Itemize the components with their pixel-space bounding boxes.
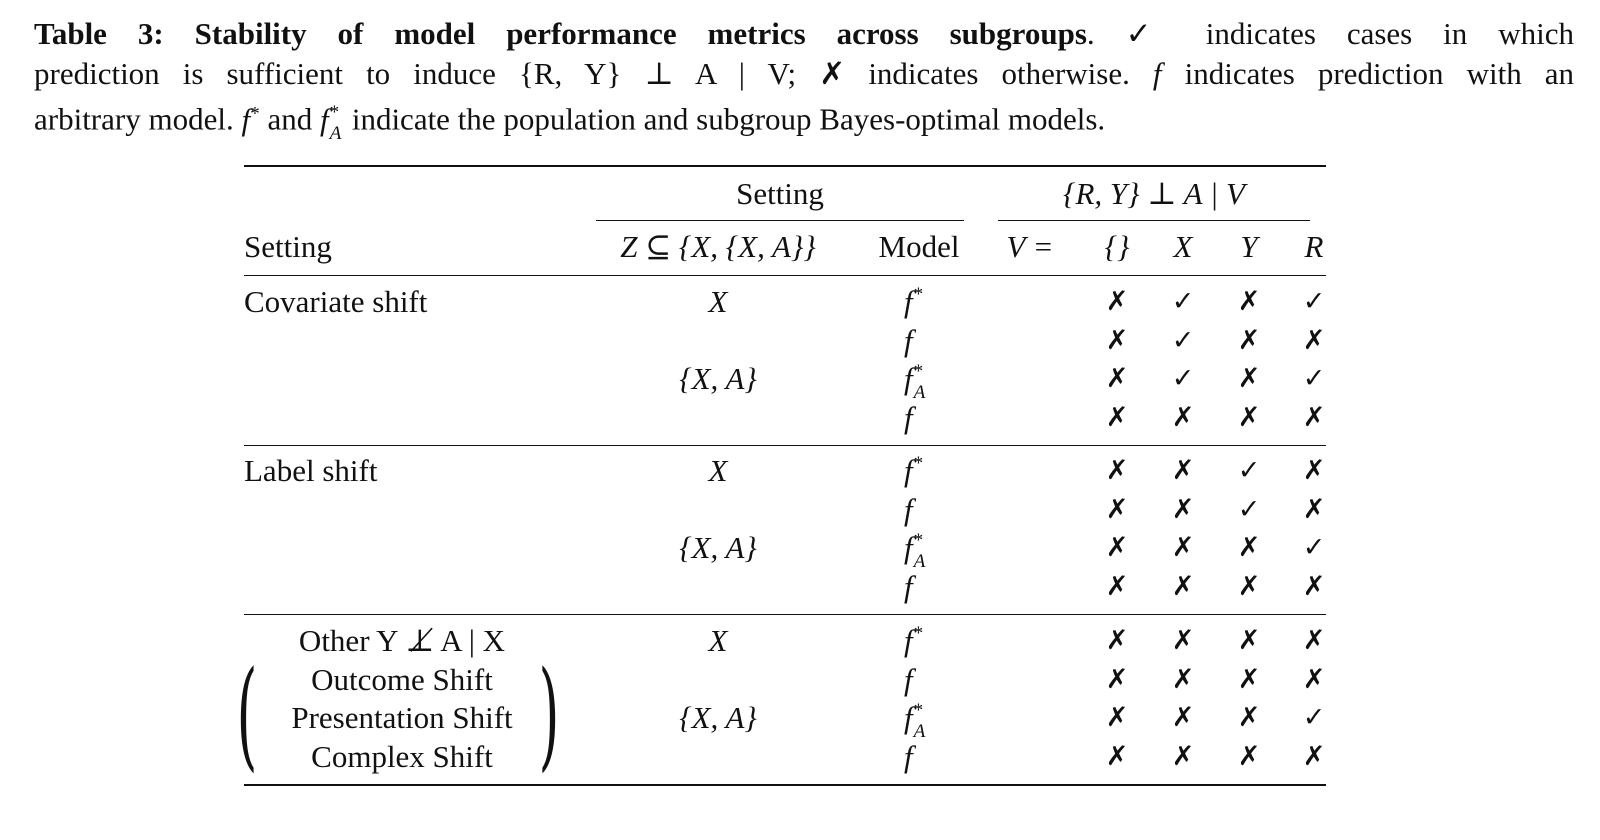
model-cell: f [904,568,913,604]
cross-mark-icon: ✗ [1237,286,1261,317]
check-mark-icon: ✓ [1302,702,1326,733]
cross-mark-icon: ✗ [1302,570,1326,602]
check-mark-icon: ✓ [1302,532,1326,563]
cross-mark-icon: ✗ [1105,625,1129,656]
cross-mark-icon: ✗ [1171,401,1195,433]
cross-mark-legend-icon: ✗ [819,56,846,92]
cross-mark-icon: ✗ [1302,455,1326,486]
group-subline: Outcome Shift [311,661,493,697]
group-subline: Complex Shift [311,738,493,774]
cross-mark-icon: ✗ [1237,702,1261,733]
group-header-independence: {R, Y} ⊥ A | V [1063,176,1245,211]
table-caption [34,14,1575,144]
model-cell: f [904,491,913,527]
check-mark-legend-icon: ✓ [1125,16,1175,52]
cross-mark-icon: ✗ [1302,401,1326,433]
z-value: X [708,284,728,319]
cross-mark-icon: ✗ [1237,625,1261,656]
caption-line-2 [34,54,1574,94]
check-mark-icon: ✓ [1171,363,1195,394]
caption-text-3c: and [267,101,313,137]
top-rule [244,165,1326,167]
cross-mark-icon: ✗ [1302,493,1326,525]
cross-mark-icon: ✗ [1302,625,1326,656]
cross-mark-icon: ✗ [1105,401,1129,433]
caption-title: Stability of model performance metrics across subgroups [194,16,1087,51]
caption-f-symbol: f [1152,56,1162,91]
caption-text-1a: indicates cases in which [1205,16,1574,51]
cmidrule-setting [596,220,964,221]
left-paren: ( [236,645,258,783]
model-cell: f * A [904,530,926,573]
model-cell: f * [904,453,924,488]
cross-mark-icon: ✗ [1105,740,1129,772]
cross-mark-icon: ✗ [1237,570,1261,602]
caption-text-2a: prediction is sufficient to induce {R, Y} ⊥ A | V; [34,56,797,91]
model-cell: f * A [904,361,926,404]
caption-label: Table 3: [34,16,164,51]
check-mark-icon: ✓ [1171,286,1195,317]
z-value: {X, A} [679,361,757,396]
caption-line-1: Table 3: Stability of model performance metrics across subgroups. ✓ indicates cases in which [34,16,1574,52]
cross-mark-icon: ✗ [1171,702,1195,733]
cross-mark-icon: ✗ [1105,663,1129,695]
cross-mark-icon: ✗ [1237,663,1261,695]
cross-mark-icon: ✗ [1105,493,1129,525]
col-header-v: V = [1006,229,1054,264]
group-name: Label shift [244,453,378,488]
cross-mark-icon: ✗ [1302,324,1326,356]
bottom-rule [244,784,1326,786]
check-mark-icon: ✓ [1302,363,1326,394]
model-cell: f * [904,284,924,319]
model-cell: f [904,738,913,774]
check-mark-icon: ✓ [1302,286,1326,317]
col-header-setting: Setting [244,229,332,264]
cross-mark-icon: ✗ [1302,663,1326,695]
model-cell: f [904,661,913,697]
z-value: X [708,623,728,658]
cross-mark-icon: ✗ [1105,363,1129,394]
cross-mark-icon: ✗ [1105,570,1129,602]
check-mark-icon: ✓ [1171,324,1195,356]
caption-text-3e: indicate the population and subgroup Bayes-optimal models. [351,101,1106,137]
group-rule-1 [244,445,1326,446]
group-rule-2 [244,614,1326,615]
col-header-model: Model [878,229,960,264]
group-subline: Presentation Shift [291,700,513,735]
model-cell: f [904,322,913,358]
z-value: X [708,453,728,488]
cross-mark-icon: ✗ [1105,532,1129,563]
cross-mark-icon: ✗ [1105,455,1129,486]
group-header-setting: Setting [736,176,824,211]
col-header-v-y: Y [1240,229,1258,264]
caption-text-3a: arbitrary model. [34,101,234,137]
z-value: {X, A} [679,530,757,565]
cross-mark-icon: ✗ [1171,570,1195,602]
col-header-v-empty: {} [1104,229,1130,264]
cross-mark-icon: ✗ [1171,663,1195,695]
cmidrule-independence [998,220,1310,221]
cross-mark-icon: ✗ [1171,740,1195,772]
cross-mark-icon: ✗ [1171,532,1195,563]
group-name: Other Y ⊥̸ A | X [298,623,506,658]
results-table [236,165,1326,787]
right-paren: ) [538,645,560,783]
caption-text-2d: indicates prediction with an [1184,56,1575,91]
col-header-v-x: X [1173,229,1193,264]
cross-mark-icon: ✗ [1302,740,1326,772]
z-value: {X, A} [679,700,757,735]
check-mark-icon: ✓ [1237,455,1261,486]
cross-mark-icon: ✗ [1237,740,1261,772]
caption-line-3 [34,94,1574,144]
col-header-z: Z ⊆ {X, {X, A}} [620,229,816,264]
col-header-v-r: R [1304,229,1324,264]
cross-mark-icon: ✗ [1237,363,1261,394]
cross-mark-icon: ✗ [1105,702,1129,733]
group-name: Covariate shift [244,284,428,319]
model-cell: f * A [904,700,926,743]
cross-mark-icon: ✗ [1171,493,1195,525]
caption-fstar-symbol: f* [241,101,260,137]
cross-mark-icon: ✗ [1171,455,1195,486]
cross-mark-icon: ✗ [1237,532,1261,563]
model-cell: f [904,399,913,435]
model-cell: f * [904,623,924,658]
caption-fstar-a-symbol: f * A [319,101,342,144]
cross-mark-icon: ✗ [1237,401,1261,433]
cross-mark-icon: ✗ [1105,324,1129,356]
caption-text-2b: indicates otherwise. [868,56,1130,91]
check-mark-icon: ✓ [1237,493,1261,525]
cross-mark-icon: ✗ [1105,286,1129,317]
cross-mark-icon: ✗ [1171,625,1195,656]
header-rule [244,275,1326,276]
cross-mark-icon: ✗ [1237,324,1261,356]
